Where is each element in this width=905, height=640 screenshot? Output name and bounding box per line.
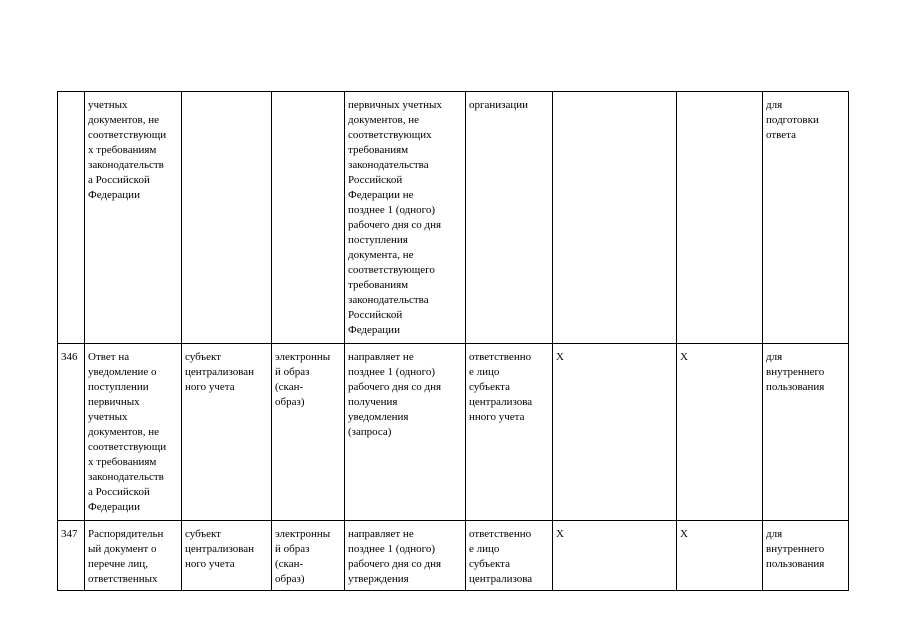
column-8-cell — [677, 92, 763, 344]
document-signer: ответственно е лицо субъекта централизова — [466, 521, 553, 591]
column-7-cell: Х — [553, 344, 677, 521]
document-purpose: для внутреннего пользования — [763, 344, 849, 521]
document-author: субъект централизован ного учета — [182, 344, 272, 521]
column-8-cell: Х — [677, 344, 763, 521]
document-author — [182, 92, 272, 344]
document-signer: ответственно е лицо субъекта централизова нного учета — [466, 344, 553, 521]
document-form: электронны й образ (скан- образ) — [272, 344, 345, 521]
row-number: 347 — [58, 521, 85, 591]
row-number: 346 — [58, 344, 85, 521]
document-author: субъект централизован ного учета — [182, 521, 272, 591]
document-signer: организации — [466, 92, 553, 344]
table-row — [58, 521, 849, 591]
column-8-cell: Х — [677, 521, 763, 591]
document-name: Распорядительн ый документ о перечне лиц, ответственных — [85, 521, 182, 591]
document-purpose: для внутреннего пользования — [763, 521, 849, 591]
column-7-cell — [553, 92, 677, 344]
document-name: Ответ на уведомление о поступлении первичных учетных документов, не соответствующи х требованиям законодательств а Российской Федерации — [85, 344, 182, 521]
column-7-cell: Х — [553, 521, 677, 591]
document-term: направляет не позднее 1 (одного) рабочего дня со дня утверждения — [345, 521, 466, 591]
document-table — [57, 91, 849, 591]
document-purpose: для подготовки ответа — [763, 92, 849, 344]
document-name: учетных документов, не соответствующи х требованиям законодательств а Российской Федерации — [85, 92, 182, 344]
document-form: электронны й образ (скан- образ) — [272, 521, 345, 591]
row-number — [58, 92, 85, 344]
table-row — [58, 344, 849, 521]
table-row — [58, 92, 849, 344]
document-term: первичных учетных документов, не соответствующих требованиям законодательства Российской Федерации не позднее 1 (одного) рабочего дня со дня поступления документа, не соответствующего требованиям законодательства Российской Федерации — [345, 92, 466, 344]
document-term: направляет не позднее 1 (одного) рабочего дня со дня получения уведомления (запроса) — [345, 344, 466, 521]
document-form — [272, 92, 345, 344]
